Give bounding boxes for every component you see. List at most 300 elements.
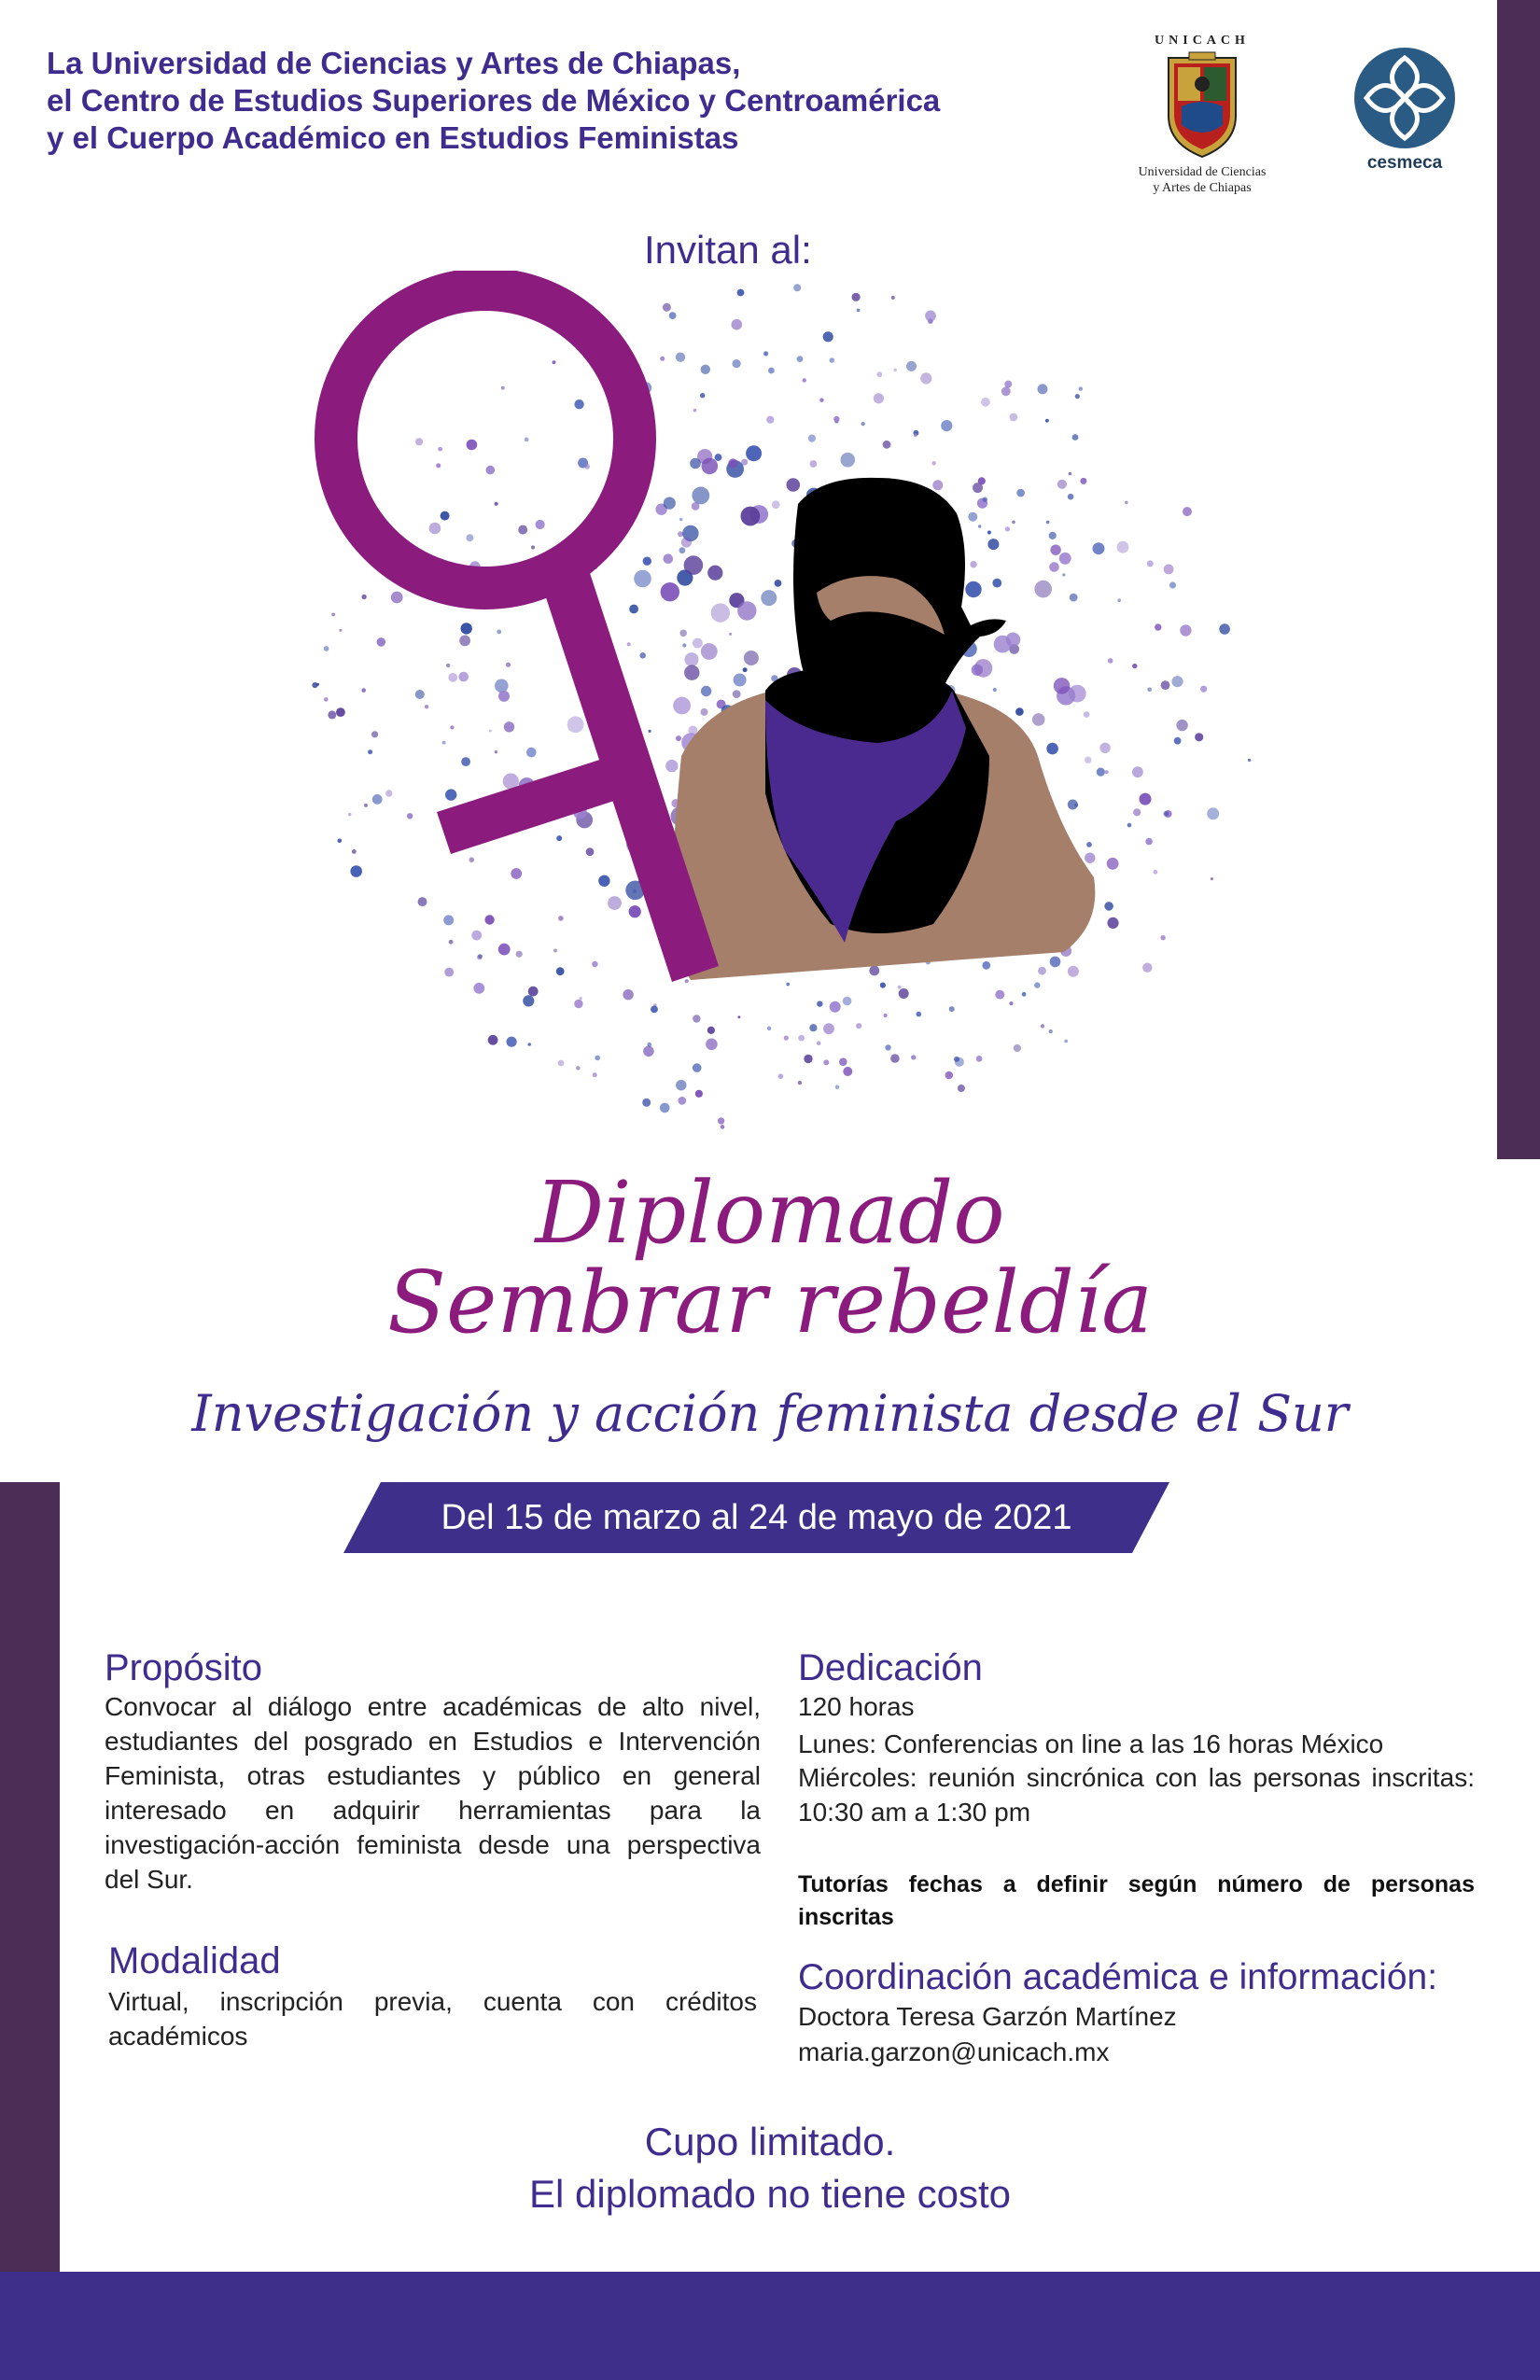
paint-dot [1154, 870, 1158, 875]
venus-symbol-icon [336, 289, 719, 982]
paint-dot [669, 312, 677, 319]
header-line: y el Cuerpo Académico en Estudios Feministas [47, 120, 739, 155]
paint-dot [784, 1036, 789, 1041]
masked-woman-figure [665, 478, 1095, 980]
paint-dot [1049, 532, 1057, 539]
paint-dot [1069, 472, 1072, 476]
paint-dot [371, 731, 378, 737]
paint-dot [737, 289, 745, 297]
paint-dot [817, 1041, 821, 1045]
paint-dot [643, 1046, 654, 1057]
paint-dot [803, 378, 806, 382]
paint-dot [1174, 737, 1182, 745]
coordinacion-heading: Coordinación académica e información: [798, 1957, 1438, 1997]
paint-dot [407, 813, 413, 819]
paint-dot [1054, 678, 1071, 694]
paint-dot [467, 440, 478, 451]
paint-dot [949, 1006, 955, 1012]
paint-dot [1200, 686, 1207, 693]
paint-dot [1117, 541, 1129, 553]
paint-dot [676, 735, 681, 741]
coordinator-name: Doctora Teresa Garzón Martínez [798, 2002, 1177, 2031]
paint-dot [350, 865, 362, 877]
paint-dot [438, 447, 442, 452]
paint-dot [741, 507, 761, 526]
paint-dot [830, 1001, 841, 1013]
paint-dot [1059, 553, 1071, 565]
paint-dot [1132, 664, 1137, 668]
paint-dot [679, 547, 686, 553]
paint-dot [1248, 759, 1251, 762]
paint-dot [336, 707, 345, 717]
paint-dot [498, 944, 511, 956]
paint-dot [444, 968, 454, 977]
paint-dot [1034, 982, 1040, 987]
paint-dot [528, 987, 539, 997]
paint-dot [1180, 624, 1191, 636]
paint-dot [1127, 823, 1132, 828]
paint-dot [501, 386, 505, 390]
paint-dot [1016, 489, 1025, 497]
paint-dot [1049, 1029, 1053, 1033]
paint-dot [368, 749, 372, 754]
shield-icon [1163, 50, 1241, 161]
course-dates: Del 15 de marzo al 24 de mayo de 2021 [441, 1498, 1072, 1537]
paint-dot [852, 293, 861, 301]
paint-dot [786, 983, 790, 987]
paint-dot [507, 1037, 517, 1047]
cesmeca-logo-name: cesmeca [1366, 153, 1443, 173]
paint-dot [1093, 542, 1105, 554]
paint-dot [642, 1099, 651, 1107]
paint-dot [974, 659, 993, 678]
paint-dot [448, 673, 457, 682]
unicach-logo-acronym: UNICACH [1155, 34, 1250, 48]
paint-dot [649, 730, 651, 733]
paint-dot [665, 760, 678, 772]
paint-dot [338, 839, 343, 844]
modalidad-body: Virtual, inscripción previa, cuenta con créditos académicos [108, 1987, 757, 2051]
paint-dot [1145, 838, 1153, 846]
paint-dot [978, 477, 986, 484]
paint-dot [1046, 743, 1058, 755]
invite-text: Invitan al: [644, 228, 812, 272]
paint-dot [945, 1071, 954, 1080]
paint-dot [911, 1055, 916, 1059]
paint-dot [584, 464, 590, 469]
paint-dot [1012, 521, 1015, 525]
paint-dot [734, 674, 747, 687]
paint-dot [361, 688, 366, 693]
paint-dot [728, 458, 737, 468]
paint-dot [525, 438, 529, 442]
paint-dot [331, 613, 335, 617]
dedicacion-monday: Lunes: Conferencias on line a las 16 horas México [798, 1729, 1384, 1758]
paint-dot [899, 988, 909, 999]
paint-dot [558, 916, 564, 921]
paint-dot [737, 601, 756, 620]
paint-dot [511, 868, 522, 879]
paint-dot [1147, 560, 1154, 567]
paint-dot [592, 961, 597, 967]
paint-dot [955, 1057, 964, 1067]
paint-dot [1080, 478, 1086, 484]
paint-dot [1005, 526, 1010, 531]
paint-dot [817, 1001, 822, 1006]
title-line-2: Sembrar rebeldía [386, 1253, 1153, 1352]
paint-dot [567, 716, 584, 733]
unicach-logo [1118, 34, 1286, 198]
paint-dot [595, 1056, 600, 1061]
paint-dot [869, 966, 879, 976]
paint-dot [995, 990, 1004, 1000]
paint-dot [746, 445, 762, 461]
paint-dot [445, 789, 456, 800]
paint-dot [553, 949, 557, 953]
paint-dot [1183, 507, 1192, 516]
paint-dot [983, 497, 987, 502]
paint-dot [660, 357, 665, 361]
tutorias-note: Tutorías fechas a definir según número de personas inscritas [798, 1871, 1475, 1930]
bottom-bar [0, 2272, 1540, 2380]
paint-dot [841, 453, 856, 468]
paint-dot [676, 353, 685, 362]
paint-dot [732, 319, 743, 330]
paint-dot [536, 520, 545, 529]
paint-dot [941, 420, 952, 431]
paint-dot [643, 557, 651, 566]
paint-dot [1057, 480, 1067, 489]
paint-dot [787, 478, 801, 492]
paint-dot [1132, 766, 1143, 777]
paint-dot [761, 590, 777, 606]
paint-dot [981, 398, 990, 407]
paint-dot [1085, 757, 1091, 763]
paint-dot [835, 1085, 840, 1089]
paint-dot [701, 643, 718, 660]
paint-dot [425, 705, 428, 708]
paint-dot [415, 438, 423, 445]
coordinator-email: maria.garzon@unicach.mx [798, 2037, 1110, 2066]
paint-dot [778, 1073, 784, 1079]
paint-dot [639, 652, 646, 659]
paint-dot [1068, 494, 1074, 500]
paint-dot [651, 1006, 658, 1014]
paint-dot [459, 636, 470, 647]
paint-dot [793, 284, 801, 291]
paint-dot [695, 1090, 703, 1098]
paint-dot [1108, 658, 1113, 664]
paint-dot [706, 1039, 718, 1051]
paint-dot [700, 393, 705, 398]
paint-dot [1074, 804, 1078, 807]
paint-dot [993, 688, 997, 692]
paint-dot [885, 1044, 890, 1050]
cesmeca-logo [1344, 45, 1465, 185]
paint-dot [486, 466, 496, 475]
paint-dot [906, 361, 917, 371]
paint-dot [442, 741, 446, 745]
paint-dot [1219, 623, 1230, 635]
paint-dot [883, 441, 891, 449]
paint-dot [718, 1117, 724, 1124]
paint-dot [497, 630, 501, 635]
paint-dot [558, 1060, 565, 1067]
paint-dot [1104, 902, 1113, 911]
paint-dot [679, 518, 683, 522]
paint-dot [931, 461, 935, 465]
paint-dot [775, 580, 782, 587]
paint-dot [1006, 633, 1021, 648]
paint-dot [843, 997, 852, 1006]
paint-dot [574, 399, 583, 409]
paint-dot [361, 595, 366, 599]
paint-dot [627, 642, 631, 646]
paint-dot [679, 630, 687, 637]
paint-dot [804, 1055, 812, 1063]
header-line: La Universidad de Ciencias y Artes de Chiapas, [47, 46, 741, 80]
paint-dot [876, 371, 882, 377]
paint-dot [857, 309, 861, 313]
paint-dot [556, 967, 565, 975]
unicach-logo-name [1118, 164, 1286, 196]
paint-dot [707, 566, 722, 581]
paint-dot [1072, 434, 1079, 441]
paint-dot [364, 804, 368, 807]
paint-dot [471, 931, 482, 941]
paint-dot [767, 1027, 771, 1030]
paint-dot [443, 915, 454, 925]
paint-dot [580, 997, 582, 1000]
paint-dot [721, 1125, 725, 1129]
paint-dot [693, 1015, 700, 1022]
paint-dot [506, 663, 511, 667]
paint-dot [874, 393, 884, 403]
paint-dot [461, 757, 470, 766]
paint-dot [576, 1066, 580, 1070]
header-line: el Centro de Estudios Superiores de México y Centroamérica [47, 83, 941, 118]
paint-dot [1068, 966, 1079, 977]
paint-dot [839, 1057, 847, 1066]
paint-dot [1075, 394, 1080, 399]
paint-dot [663, 303, 671, 312]
cupo-limitado: Cupo limitado. [644, 2120, 896, 2163]
paint-dot [970, 561, 976, 567]
paint-dot [516, 951, 523, 958]
paint-dot [917, 1012, 922, 1017]
paint-dot [531, 545, 535, 549]
paint-dot [1015, 707, 1024, 716]
organizers-header [47, 45, 1092, 157]
paint-dot [629, 905, 641, 917]
paint-dot [1038, 967, 1046, 975]
paint-dot [446, 664, 450, 667]
paint-dot [441, 511, 450, 521]
paint-dot [733, 690, 741, 698]
paint-dot [729, 633, 732, 636]
paint-dot [692, 502, 700, 511]
paint-dot [810, 460, 818, 468]
paint-dot [932, 480, 943, 490]
unicach-name-line: y Artes de Chiapas [1153, 181, 1252, 195]
paint-dot [678, 531, 683, 537]
paint-dot [701, 708, 708, 716]
paint-dot [484, 915, 494, 924]
paint-dot [1161, 680, 1170, 690]
dedicacion-heading: Dedicación [798, 1647, 983, 1688]
cesmeca-emblem-icon [1351, 45, 1458, 151]
paint-dot [1195, 733, 1203, 741]
paint-dot [1140, 793, 1152, 805]
modalidad-heading: Modalidad [108, 1940, 281, 1981]
paint-dot [1099, 743, 1110, 753]
paint-dot [982, 961, 990, 970]
paint-dot [678, 1097, 686, 1105]
paint-dot [693, 638, 703, 649]
paint-dot [843, 1067, 852, 1076]
paint-dot [623, 989, 633, 1000]
paint-dot [629, 605, 638, 614]
paint-dot [884, 1014, 888, 1017]
paint-dot [586, 847, 595, 856]
paint-dot [920, 372, 931, 384]
paint-dot [798, 1035, 805, 1042]
paint-dot [1009, 1001, 1013, 1005]
paint-dot [518, 525, 527, 535]
paint-dot [898, 986, 902, 989]
title-line-1: Diplomado [535, 1163, 1005, 1263]
paint-dot [976, 1056, 983, 1062]
paint-dot [744, 651, 759, 665]
paint-dot [880, 983, 886, 988]
paint-dot [819, 399, 823, 402]
paint-dot [856, 1023, 861, 1029]
paint-dot [1038, 384, 1048, 394]
paint-dot [469, 857, 475, 862]
paint-dot [1034, 581, 1052, 598]
paint-dot [1207, 807, 1219, 819]
paint-dot [495, 502, 498, 506]
paint-dot [685, 652, 699, 666]
paint-dot [701, 365, 710, 374]
paint-dot [1079, 386, 1083, 390]
paint-dot [958, 1085, 965, 1092]
paint-dot [823, 331, 833, 342]
paint-dot [809, 1024, 817, 1031]
paint-dot [429, 523, 441, 535]
paint-dot [312, 682, 317, 688]
paint-dot [458, 672, 469, 682]
paint-dot [372, 794, 383, 805]
paint-dot [1176, 720, 1187, 731]
paint-dot [693, 1063, 702, 1072]
paint-dot [766, 416, 774, 424]
paint-dot [676, 1080, 686, 1090]
paint-dot [339, 629, 342, 632]
paint-dot [1169, 581, 1176, 588]
paint-dot [1004, 381, 1012, 388]
paint-dot [1022, 992, 1027, 997]
paint-dot [684, 555, 704, 575]
paint-dot [1045, 419, 1049, 423]
paint-dot [593, 1072, 597, 1077]
paint-dot [348, 813, 352, 817]
dedicacion-wednesday: Miércoles: reunión sincrónica con las personas inscritas: 10:30 am a 1:30 pm [798, 1763, 1475, 1827]
paint-dot [504, 721, 514, 732]
paint-dot [1171, 676, 1183, 687]
paint-dot [711, 603, 730, 622]
paint-dot [1125, 501, 1128, 505]
feminist-illustration [280, 271, 1288, 1213]
paint-dot [553, 360, 556, 364]
paint-dot [556, 835, 562, 841]
paint-dot [660, 1103, 670, 1113]
paint-dot [1155, 623, 1161, 630]
paint-dot [647, 1043, 651, 1047]
paint-dot [702, 458, 719, 475]
paint-dot [1041, 1024, 1044, 1028]
paint-dot [1085, 853, 1095, 863]
paint-dot [1032, 713, 1045, 726]
paint-dot [1084, 711, 1090, 718]
paint-dot [690, 458, 701, 469]
paint-dot [418, 897, 427, 906]
paint-dot [925, 311, 936, 322]
paint-dot [477, 955, 483, 960]
proposito-heading: Propósito [105, 1647, 262, 1688]
paint-dot [489, 730, 492, 733]
paint-dot [692, 487, 709, 505]
paint-dot [772, 500, 780, 509]
paint-dot [1105, 770, 1109, 774]
paint-dot [681, 538, 692, 548]
paint-dot [987, 530, 991, 534]
paint-dot [741, 459, 748, 466]
paint-dot [1050, 957, 1061, 968]
paint-dot [890, 1054, 900, 1063]
paint-dot [488, 1035, 498, 1045]
paint-dot [861, 422, 865, 426]
proposito-body: Convocar al diálogo entre académicas de alto nivel, estudiantes del posgrado en Estudios e Intervención Feminista, otras estudiantes y público en general interesado en adquirir herramientas para la investigación-acción feminista desde una perspectiva del Sur. [105, 1692, 761, 1894]
paint-dot [324, 646, 329, 651]
paint-dot [682, 643, 686, 647]
paint-dot [449, 940, 454, 945]
paint-dot [1086, 842, 1092, 847]
paint-dot [823, 1059, 829, 1065]
paint-dot [833, 416, 839, 422]
paint-dot [377, 637, 386, 647]
paint-dot [768, 368, 775, 374]
paint-dot [693, 409, 697, 413]
paint-dot [1147, 688, 1152, 693]
paint-dot [664, 497, 676, 510]
paint-dot [328, 710, 336, 719]
paint-dot [415, 690, 425, 699]
paint-dot [684, 665, 699, 680]
paint-dot [450, 725, 454, 729]
paint-dot [391, 592, 403, 604]
paint-dot [743, 667, 748, 672]
paint-dot [914, 433, 917, 437]
paint-dot [473, 983, 484, 994]
paint-dot [664, 553, 674, 564]
paint-dot [527, 1043, 531, 1046]
paint-dot [1064, 1040, 1068, 1043]
paint-dot [523, 995, 534, 1006]
paint-dot [685, 979, 689, 983]
paint-dot [715, 454, 722, 461]
paint-dot [737, 1015, 740, 1018]
